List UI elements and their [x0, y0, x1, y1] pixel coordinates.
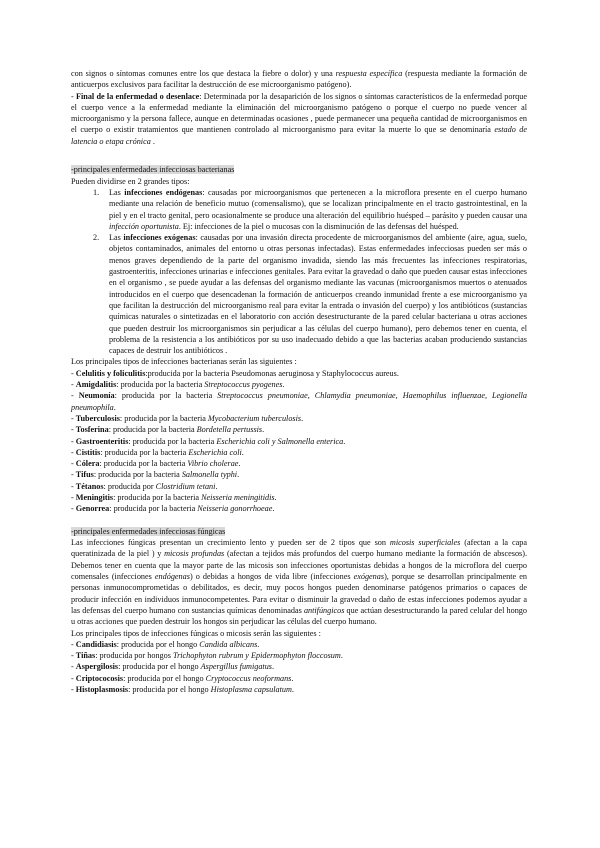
italic-term: exógenas — [353, 572, 385, 582]
section-heading-fungal: -principales enfermedades infecciosas fúngicas — [71, 526, 226, 536]
italic-term: Histoplasma capsulatum — [210, 685, 292, 695]
bold-term: Meningitis — [75, 492, 114, 502]
list-item — [71, 368, 527, 379]
italic-term: Escherichia coli y Salmonella enterica — [216, 436, 344, 446]
dash: - — [71, 685, 76, 695]
bold-term: infecciones exógenas — [123, 233, 196, 243]
text-span: . — [238, 459, 241, 469]
list-item — [71, 424, 527, 435]
list-number: 1. — [93, 187, 100, 197]
list-item — [71, 187, 527, 232]
italic-term: Streptococcus pneumoniae, Chlamydia pneumoniae, Haemophilus influenzae, Legionella pneumophila — [71, 391, 527, 412]
text-span: . — [274, 492, 277, 502]
bold-term: Cólera — [75, 459, 100, 469]
dash: - — [71, 425, 76, 435]
text-span: Las infecciones fúngicas presentan un crecimiento lento y pueden ser de 2 tipos que son — [71, 538, 390, 548]
list-item — [71, 379, 527, 390]
text-span: ) o debidas a hongos de vida libre (infecciones — [189, 572, 354, 582]
text-span: . — [113, 402, 116, 412]
text-span: . — [301, 413, 304, 423]
dash: - — [71, 470, 76, 480]
text-span: . — [257, 639, 260, 649]
italic-term: micosis profundas — [164, 549, 225, 559]
fungal-heading-line — [71, 526, 527, 537]
bold-term: Neumonía — [78, 391, 115, 401]
text-span: ), porque se desarrollan principalmente en personas inmunocomprometidas o debilitados, es decir, muy pocos hongos pueden denominarse patógenos primarios o capaces de producir infección en individuos inmunocompetentes. Para evitar o disminuir la gravedad o daño de estas infecciones podemos ayudar a las defensas del cuerpo humano con sustancias químicas denominadas — [71, 572, 527, 615]
text-span: . — [262, 425, 265, 435]
dash: - — [71, 673, 76, 683]
list-item — [71, 684, 527, 695]
intro-paragraph-2 — [71, 91, 527, 147]
bold-term: Tuberculosis — [75, 413, 120, 423]
italic-term: Neisseria gonorrhoeae — [197, 504, 273, 514]
dash: - — [71, 447, 76, 457]
document-page — [71, 68, 527, 695]
bold-term: Celulitis y foliculitis — [75, 368, 146, 378]
bold-term: Tiñas — [75, 651, 96, 661]
list-item — [71, 661, 527, 672]
bold-term: Final de la enfermedad o desenlace — [76, 91, 200, 101]
text-span: : producida por la bacteria — [116, 380, 205, 390]
text-span: . — [282, 380, 285, 390]
dash: - — [71, 651, 76, 661]
list-item — [71, 413, 527, 424]
dash: - — [71, 504, 76, 514]
text-span: . — [340, 651, 343, 661]
list-item — [71, 639, 527, 650]
italic-term: Vibrio cholerae — [187, 459, 239, 469]
italic-term: Neisseria meningitidis — [201, 492, 275, 502]
text-span: . — [241, 447, 244, 457]
bacterial-intro: Pueden dividirse en 2 grandes tipos: — [71, 176, 190, 186]
italic-term: Aspergillus fumigatus — [200, 662, 272, 672]
italic-term: Trichophyton rubrum y Epidermophyton floccosum — [172, 651, 341, 661]
dash: - — [71, 368, 76, 378]
text-span: : producida por la bacteria — [93, 470, 182, 480]
list-item — [71, 492, 527, 503]
dash: - — [71, 391, 79, 401]
text-span: con signos o síntomas comunes entre los que destaca la fiebre o dolor) y una — [71, 69, 336, 78]
text-span: : causadas por microorganismos que pertenecen a la microflora presente en el cuerpo humano mediante una relación de beneficio mutuo (comensalismo), que se localizan principalmente en el tracto gastrointestinal, en la piel y en el tracto genital, pero ocasionalmente se produce una alteración del equilibrio huésped – parásito y pueden causar una — [109, 187, 527, 220]
bold-term: Genorrea — [75, 504, 110, 514]
text-span: : producida por la bacteria — [128, 436, 217, 446]
text-span: . — [343, 436, 346, 446]
italic-term: Clostridium tetani — [155, 481, 216, 491]
intro-paragraph-1 — [71, 68, 527, 91]
italic-term: Cryptococcus neoformans — [205, 673, 292, 683]
text-span: : producida por la bacteria — [119, 413, 208, 423]
italic-term: micosis superficiales — [389, 538, 461, 548]
list-item — [71, 232, 527, 356]
text-span: : causadas por una invasión directa procedente de microorganismos del ambiente (aire, agua, suelo, objetos contaminados, animales del entorno u otras personas infectadas). Estas enfermedades infecciosas pueden ser más o menos graves dependiendo de la parte del organismo invadida, siendo las más frecuentes las infecciones respiratorias, gastroenteritis, infecciones urinarias e infecciones genitales. Para evitar la gravedad o daño que pueden causar estas infecciones en el organismo , se puede ayudar a las defensas del organismo mediante las vacunas (microorganismos muertos o atenuados introducidos en el cuerpo que desencadenan la formación de anticuerpos creando inmunidad frente a ese microorganismo ya que facilitan la destrucción del microorganismo real para evitar la entrada o invasión del cuerpo) y los antibióticos (sustancias químicas naturales o sintetizadas en el laboratorio con acción desestructurante de la pared celular bacteriana u otras acciones que pueden destruir los microorganismos sin perjudicar a las células del cuerpo humano), pero debemos tener en cuenta, el problema de la resistencia a los antibióticos por su uso inadecuado debido a que las bacterias acaban produciendo sustancias capaces de destruir los antibióticos . — [109, 233, 527, 356]
italic-term: Streptococcus pyogenes — [204, 380, 283, 390]
text-span: : producida por la bacteria — [100, 447, 189, 457]
text-span: . — [237, 470, 240, 480]
italic-term: Candida albicans — [199, 639, 258, 649]
text-span: : producida por — [103, 481, 156, 491]
dash: - — [71, 492, 76, 502]
dash: - — [71, 380, 76, 390]
list-item — [71, 458, 527, 469]
text-span: : producida por la bacteria — [109, 504, 198, 514]
bacterial-heading-line — [71, 164, 527, 175]
italic-term: Escherichia coli — [188, 447, 242, 457]
text-span: . — [291, 673, 294, 683]
text-span: Las — [109, 233, 124, 243]
italic-term: estado de latencia o etapa crónica — [71, 125, 528, 146]
bold-term: infecciones endógenas — [124, 187, 203, 197]
text-span: :producida por la bacteria Pseudomonas aeruginosa y Staphylococcus aureus. — [145, 368, 399, 378]
list-item — [71, 650, 527, 661]
text-span: : Determinada por la desaparición de los signos o síntomas característicos de la enfermedad porque el cuerpo vence a la enfermedad mediante la eliminación del microorganismo patógeno o porque el cuerpo no puede vencer al microorganismo y la persona fallece, aunque en determinadas ocasiones , puede permanecer una pequeña cantidad de microorganismos en el cuerpo o existir tratamientos que mantienen controlado al microorganismo para evitar la muerte lo que se denominaría — [71, 91, 527, 135]
dash: - — [71, 436, 76, 446]
bold-term: Tosferina — [75, 425, 109, 435]
text-span: : producida por el hongo — [118, 662, 201, 672]
list-item — [71, 481, 527, 492]
text-span: (afectan a tejidos más profundos del cuerpo humano mediante la formación de abscesos). Debemos tener en cuenta que la mayor parte de las micosis son infecciones oportunistas debidas a hongos de la microflora del cuerpo comensales (infecciones — [71, 549, 527, 582]
italic-term: Mycobacterium tuberculosis — [207, 413, 302, 423]
text-span: : producida por el hongo — [116, 639, 200, 649]
list-item — [71, 436, 527, 447]
text-span: (respuesta mediante la formación de anticuerpos exclusivos para facilitar la destrucción de ese microorganismo patógeno). — [71, 69, 528, 90]
bold-term: Tifus — [75, 470, 94, 480]
italic-term: respuesta específica — [335, 69, 403, 78]
list-item — [71, 673, 527, 684]
fungal-list-intro: Los principales tipos de infecciones fúngicas o micosis serán las siguientes : — [71, 628, 321, 638]
italic-term: endógenas — [154, 572, 190, 582]
bacterial-types-list — [71, 187, 527, 356]
list-number: 2. — [93, 233, 100, 243]
italic-term: infección oportunista — [109, 221, 179, 231]
text-span: . — [272, 504, 275, 514]
text-span: (afectan a la capa queratinizada de la piel ) y — [71, 538, 527, 559]
dash: - — [71, 91, 76, 101]
bold-term: Gastroenteritis — [75, 436, 129, 446]
bold-term: Amigdalitis — [75, 380, 117, 390]
bold-term: Candidiasis — [75, 639, 117, 649]
italic-term: antifúngicos — [303, 605, 345, 615]
bold-term: Histoplasmosis — [75, 685, 129, 695]
text-span: . — [291, 685, 294, 695]
bold-term: Aspergilosis — [75, 662, 119, 672]
list-item — [71, 503, 527, 514]
fungal-paragraph — [71, 537, 527, 627]
italic-term: Bordetella pertussis — [196, 425, 263, 435]
text-span: : producida por la bacteria — [108, 425, 197, 435]
text-span: . — [271, 662, 275, 672]
bacterial-list-intro: Los principales tipos de infecciones bacterianas serán las siguientes : — [71, 357, 297, 367]
text-span: : producida por el hongo — [123, 673, 206, 683]
fungal-infections-list — [71, 639, 527, 695]
text-span: : producida por hongos — [95, 651, 173, 661]
list-item — [71, 469, 527, 480]
text-span: Las — [109, 187, 125, 197]
dash: - — [71, 459, 76, 469]
dash: - — [71, 413, 76, 423]
text-span: : producida por la bacteria — [113, 492, 202, 502]
dash: - — [71, 481, 76, 491]
text-span: : producida por el hongo — [128, 685, 211, 695]
list-item — [71, 390, 527, 413]
list-item — [71, 447, 527, 458]
bold-term: Cistitis — [75, 447, 101, 457]
text-span: : producida por la bacteria — [99, 459, 188, 469]
italic-term: Salmonella typhi — [181, 470, 238, 480]
bold-term: Criptococosis — [75, 673, 124, 683]
text-span: . Ej: infecciones de la piel o mucosas con la disminución de las defensas del huésped. — [178, 221, 459, 231]
text-span: : producida por la bacteria — [114, 391, 218, 401]
text-span: . — [215, 481, 218, 491]
bacterial-infections-list — [71, 368, 527, 515]
dash: - — [71, 639, 76, 649]
text-span: . — [150, 136, 155, 146]
section-heading-bacterial: -principales enfermedades infecciosas bacterianas — [71, 165, 235, 175]
dash: - — [71, 662, 76, 672]
text-span: que actúan desestructurando la pared celular del hongo u otras acciones que pueden destruir los hongos sin perjudicar las células del cuerpo humano. — [71, 605, 527, 627]
bold-term: Tétanos — [75, 481, 104, 491]
